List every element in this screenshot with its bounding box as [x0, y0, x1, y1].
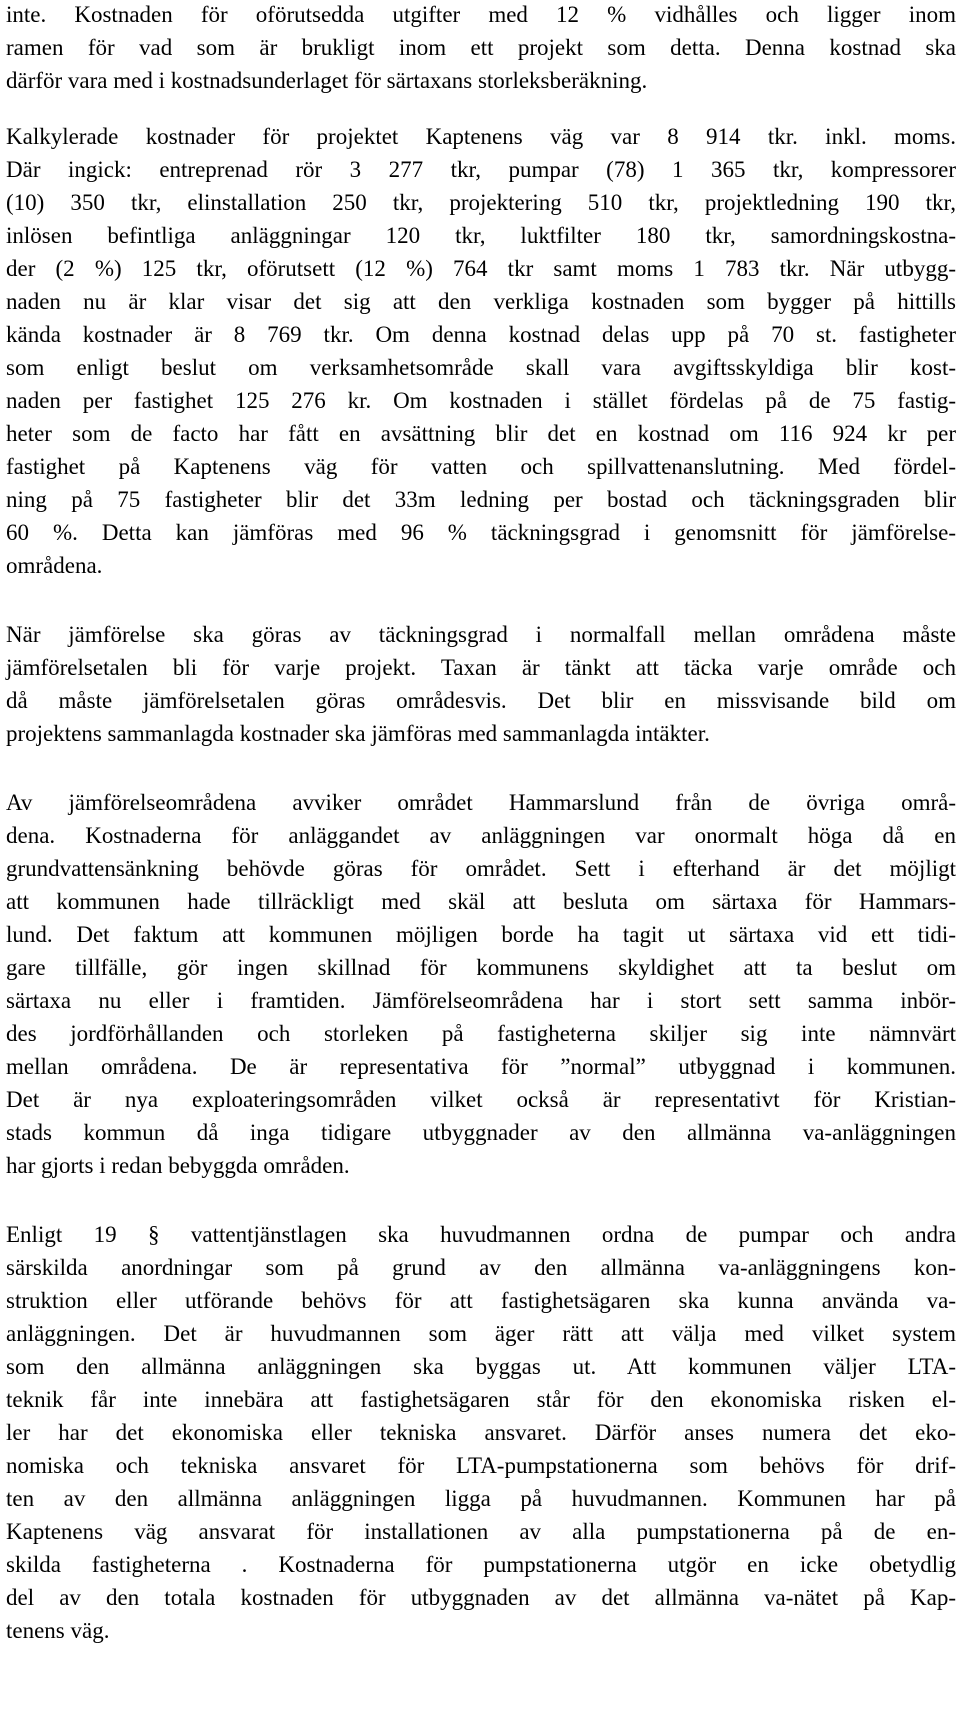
- text-line: som den allmänna anläggningen ska byggas ut. Att kommunen väljer LTA-: [6, 1354, 956, 1379]
- text-line: teknik får inte innebära att fastighetsägaren står för den ekonomiska risken el-: [6, 1387, 956, 1412]
- text-line: grundvattensänkning behövde göras för området. Sett i efterhand är det möjligt: [6, 856, 956, 881]
- text-line: projektens sammanlagda kostnader ska jämföras med sammanlagda intäkter.: [6, 721, 710, 746]
- text-line: der (2 %) 125 tkr, oförutsett (12 %) 764 tkr samt moms 1 783 tkr. När utbygg-: [6, 256, 956, 281]
- text-line: lund. Det faktum att kommunen möjligen borde ha tagit ut särtaxa vid ett tidi-: [6, 922, 956, 947]
- text-line: kända kostnader är 8 769 tkr. Om denna kostnad delas upp på 70 st. fastigheter: [6, 322, 956, 347]
- text-line: har gjorts i redan bebyggda områden.: [6, 1153, 350, 1178]
- text-line: då måste jämförelsetalen göras områdesvis. Det blir en missvisande bild om: [6, 688, 956, 713]
- text-line: mellan områdena. De är representativa för ”normal” utbyggnad i kommunen.: [6, 1054, 956, 1079]
- text-line: Kalkylerade kostnader för projektet Kaptenens väg var 8 914 tkr. inkl. moms.: [6, 124, 956, 149]
- text-line: Där ingick: entreprenad rör 3 277 tkr, pumpar (78) 1 365 tkr, kompressorer: [6, 157, 956, 182]
- text-line: jämförelsetalen bli för varje projekt. Taxan är tänkt att täcka varje område och: [6, 655, 956, 680]
- text-line: därför vara med i kostnadsunderlaget för särtaxans storleksberäkning.: [6, 68, 648, 93]
- text-line: tenens väg.: [6, 1618, 110, 1643]
- text-line: 60 %. Detta kan jämföras med 96 % täckningsgrad i genomsnitt för jämförelse-: [6, 520, 956, 545]
- text-line: stads kommun då inga tidigare utbyggnader av den allmänna va-anläggningen: [6, 1120, 956, 1145]
- text-line: ler har det ekonomiska eller tekniska ansvaret. Därför anses numera det eko-: [6, 1420, 956, 1445]
- text-line: Enligt 19 § vattentjänstlagen ska huvudmannen ordna de pumpar och andra: [6, 1222, 956, 1247]
- text-line: des jordförhållanden och storleken på fastigheterna skiljer sig inte nämnvärt: [6, 1021, 956, 1046]
- text-line: fastighet på Kaptenens väg för vatten och spillvattenanslutning. Med fördel-: [6, 454, 956, 479]
- text-line: När jämförelse ska göras av täckningsgrad i normalfall mellan områdena måste: [6, 622, 956, 647]
- text-line: gare tillfälle, gör ingen skillnad för kommunens skyldighet att ta beslut om: [6, 955, 956, 980]
- text-line: naden per fastighet 125 276 kr. Om kostnaden i stället fördelas på de 75 fastig-: [6, 388, 956, 413]
- text-line: att kommunen hade tillräckligt med skäl att besluta om särtaxa för Hammars-: [6, 889, 956, 914]
- text-line: inlösen befintliga anläggningar 120 tkr, luktfilter 180 tkr, samordningskostna-: [6, 223, 956, 248]
- text-line: (10) 350 tkr, elinstallation 250 tkr, projektering 510 tkr, projektledning 190 tkr,: [6, 190, 956, 215]
- text-line: dena. Kostnaderna för anläggandet av anläggningen var onormalt höga då en: [6, 823, 956, 848]
- text-line: struktion eller utförande behövs för att fastighetsägaren ska kunna använda va-: [6, 1288, 956, 1313]
- text-line: anläggningen. Det är huvudmannen som äger rätt att välja med vilket system: [6, 1321, 956, 1346]
- text-line: nomiska och tekniska ansvaret för LTA-pumpstationerna som behövs för drif-: [6, 1453, 956, 1478]
- text-line: Det är nya exploateringsområden vilket också är representativt för Kristian-: [6, 1087, 956, 1112]
- text-line: inte. Kostnaden för oförutsedda utgifter med 12 % vidhålles och ligger inom: [6, 2, 956, 27]
- text-line: Kaptenens väg ansvarat för installationen av alla pumpstationerna på de en-: [6, 1519, 956, 1544]
- text-line: ten av den allmänna anläggningen ligga på huvudmannen. Kommunen har på: [6, 1486, 956, 1511]
- text-line: Av jämförelseområdena avviker området Hammarslund från de övriga områ-: [6, 790, 956, 815]
- text-line: naden nu är klar visar det sig att den verkliga kostnaden som bygger på hittills: [6, 289, 956, 314]
- text-line: ning på 75 fastigheter blir det 33m ledning per bostad och täckningsgraden blir: [6, 487, 956, 512]
- text-line: del av den totala kostnaden för utbyggnaden av det allmänna va-nätet på Kap-: [6, 1585, 956, 1610]
- text-line: områdena.: [6, 553, 103, 578]
- text-line: skilda fastigheterna . Kostnaderna för pumpstationerna utgör en icke obetydlig: [6, 1552, 956, 1577]
- text-line: heter som de facto har fått en avsättning blir det en kostnad om 116 924 kr per: [6, 421, 956, 446]
- text-line: särtaxa nu eller i framtiden. Jämförelseområdena har i stort sett samma inbör-: [6, 988, 956, 1013]
- text-line: ramen för vad som är brukligt inom ett projekt som detta. Denna kostnad ska: [6, 35, 956, 60]
- text-line: som enligt beslut om verksamhetsområde skall vara avgiftsskyldiga blir kost-: [6, 355, 956, 380]
- text-line: särskilda anordningar som på grund av den allmänna va-anläggningens kon-: [6, 1255, 956, 1280]
